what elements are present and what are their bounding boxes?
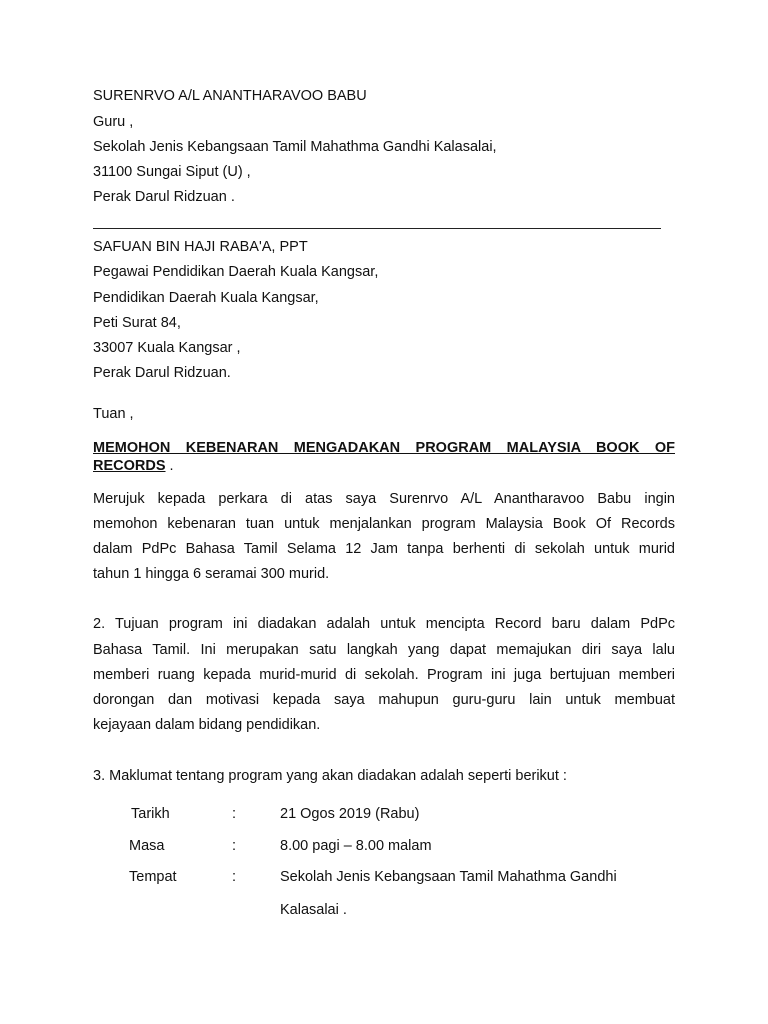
recipient-name: SAFUAN BIN HAJI RABA'A, PPT <box>93 239 308 255</box>
paragraph2-line: dorongan dan motivasi kepada saya mahupun guru-guru lain untuk membuat <box>93 692 675 708</box>
paragraph1-line: memohon kebenaran tuan untuk menjalankan program Malaysia Book Of Records <box>93 516 675 532</box>
detail-separator: : <box>232 806 237 822</box>
paragraph1-line: tahun 1 hingga 6 seramai 300 murid. <box>93 566 330 582</box>
recipient-postcode-city: 33007 Kuala Kangsar , <box>93 340 241 356</box>
subject-line-2-wrap <box>93 457 675 475</box>
paragraph2-line: memberi ruang kepada murid-murid di sekolah. Program ini juga bertujuan memberi <box>93 667 675 683</box>
subject-line-2-suffix: . <box>165 458 174 474</box>
paragraph2-line: kejayaan dalam bidang pendidikan. <box>93 717 321 733</box>
recipient-title: Pegawai Pendidikan Daerah Kuala Kangsar, <box>93 264 379 280</box>
paragraph2-line: 2. Tujuan program ini diadakan adalah untuk mencipta Record baru dalam PdPc <box>93 616 675 632</box>
detail-label-date: Tarikh <box>131 806 170 822</box>
recipient-office: Pendidikan Daerah Kuala Kangsar, <box>93 290 319 306</box>
recipient-po-box: Peti Surat 84, <box>93 315 181 331</box>
subject-heading <box>93 439 675 475</box>
detail-value-place-continuation: Kalasalai . <box>280 902 347 918</box>
salutation: Tuan , <box>93 406 134 422</box>
subject-line-1: MEMOHON KEBENARAN MENGADAKAN PROGRAM MALAYSIA BOOK OF <box>93 440 675 456</box>
sender-name: SURENRVO A/L ANANTHARAVOO BABU <box>93 88 367 104</box>
recipient-state: Perak Darul Ridzuan. <box>93 365 231 381</box>
detail-value-place: Sekolah Jenis Kebangsaan Tamil Mahathma Gandhi <box>280 869 617 885</box>
detail-value-date: 21 Ogos 2019 (Rabu) <box>280 806 420 822</box>
sender-postcode-city: 31100 Sungai Siput (U) , <box>93 164 251 180</box>
detail-value-time: 8.00 pagi – 8.00 malam <box>280 838 432 854</box>
detail-label-time: Masa <box>129 838 165 854</box>
detail-separator: : <box>232 869 237 885</box>
sender-school: Sekolah Jenis Kebangsaan Tamil Mahathma Gandhi Kalasalai, <box>93 139 497 155</box>
paragraph2-line: Bahasa Tamil. Ini merupakan satu langkah yang dapat memajukan diri saya lalu <box>93 642 675 658</box>
divider-line <box>93 228 661 229</box>
paragraph1-line: dalam PdPc Bahasa Tamil Selama 12 Jam tanpa berhenti di sekolah untuk murid <box>93 541 675 557</box>
detail-separator: : <box>232 838 237 854</box>
sender-position: Guru , <box>93 114 134 130</box>
paragraph1-line: Merujuk kepada perkara di atas saya Surenrvo A/L Anantharavoo Babu ingin <box>93 491 675 507</box>
subject-line-2: RECORDS <box>93 458 166 474</box>
detail-label-place: Tempat <box>129 869 177 885</box>
paragraph3: 3. Maklumat tentang program yang akan diadakan adalah seperti berikut : <box>93 768 567 784</box>
sender-state: Perak Darul Ridzuan . <box>93 189 235 205</box>
